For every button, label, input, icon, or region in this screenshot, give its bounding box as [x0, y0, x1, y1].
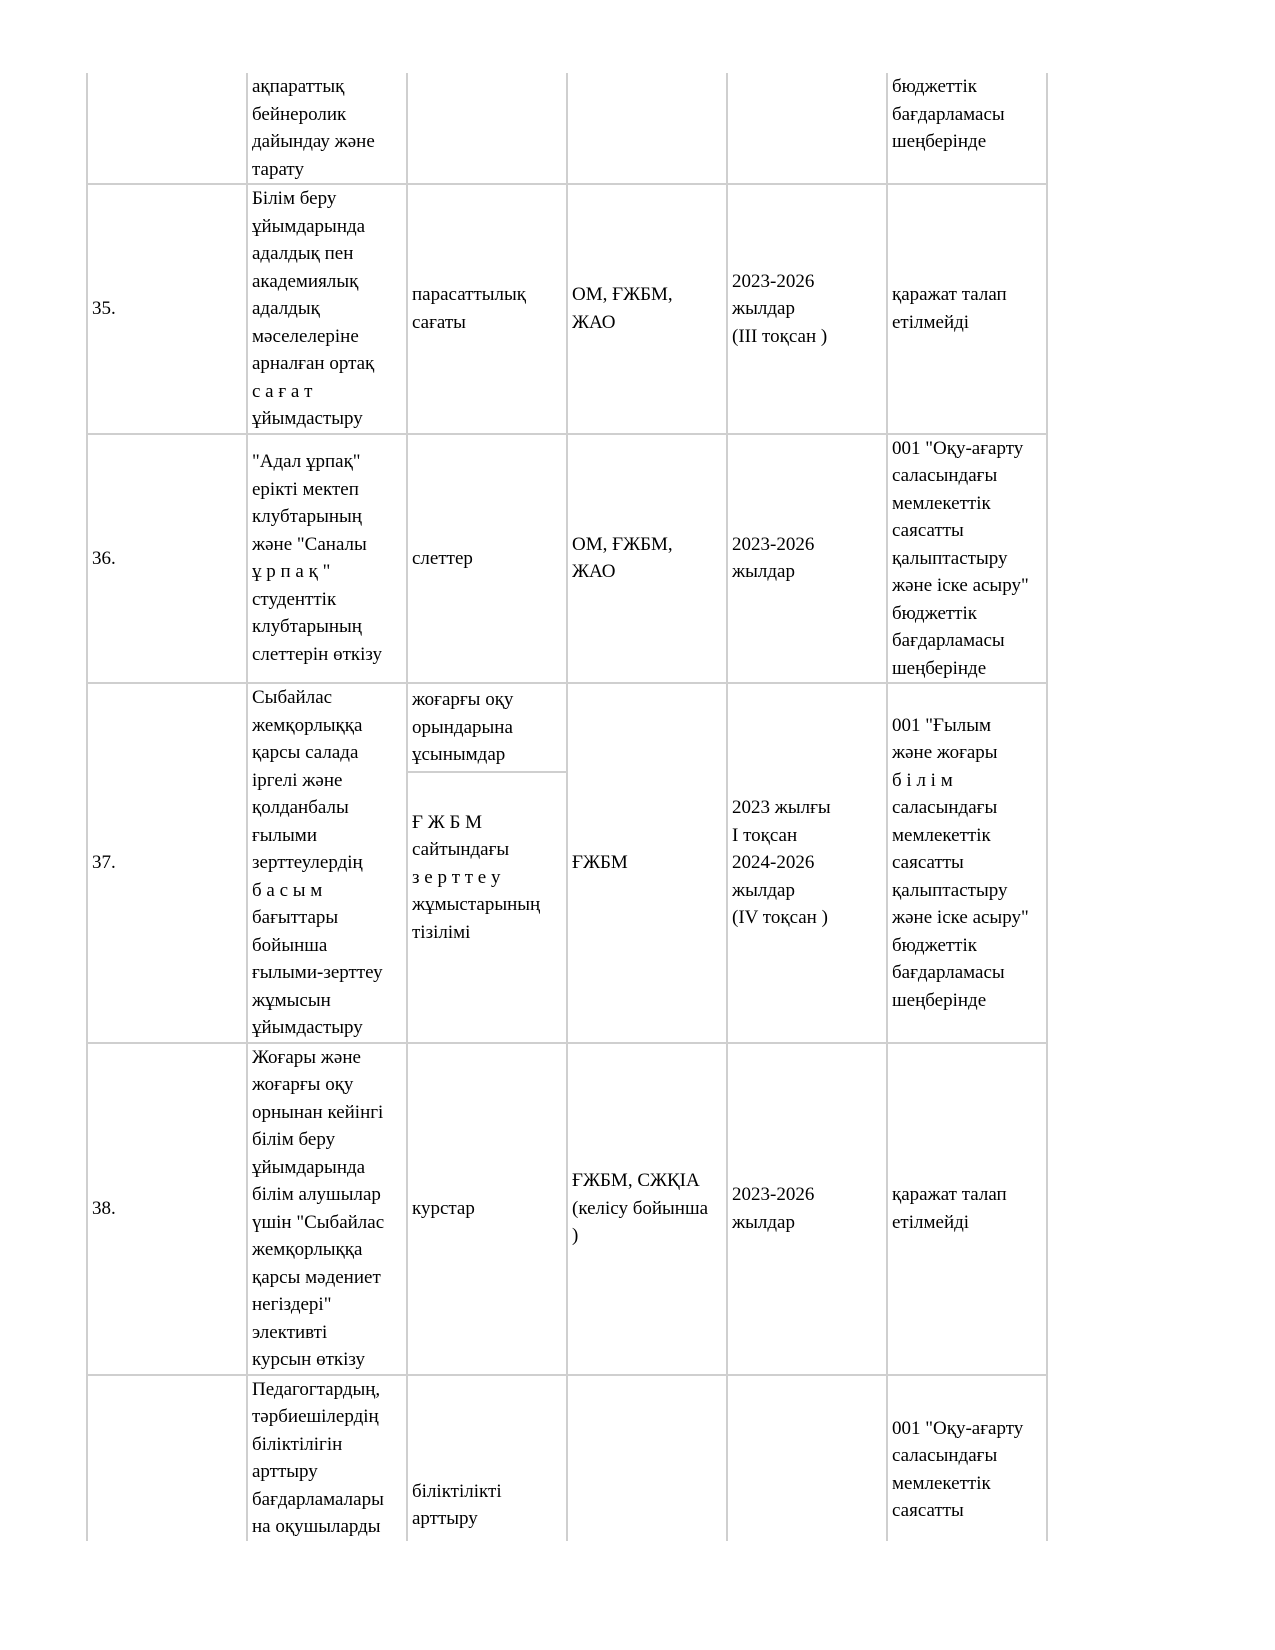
form-cell	[407, 73, 567, 184]
deadline-cell: 2023-2026 жылдар	[727, 434, 887, 684]
event-cell: "Адал ұрпақ" ерікті мектеп клубтарының және "Саналы ұ р п а қ " студенттік клубтарының слеттерін өткізу	[247, 434, 407, 684]
funding-cell: қаражат талап етілмейді	[887, 1043, 1047, 1375]
responsible-cell: ОМ, ҒЖБМ, ЖАО	[567, 434, 727, 684]
table-row	[87, 73, 1047, 184]
deadline-cell	[727, 1375, 887, 1541]
funding-cell: 001 "Оқу-ағарту саласындағы мемлекеттік саясатты қалыптастыру және іске асыру" бюджеттік бағдарламасы шеңберінде	[887, 434, 1047, 684]
event-cell: Педагогтардың, тәрбиешілердің біліктілігін арттыру бағдарламалары на оқушыларды	[247, 1375, 407, 1541]
form-cell: Ғ Ж Б М сайтындағы з е р т т е у жұмыстарының тізілімі	[407, 772, 567, 1042]
event-cell: Жоғары және жоғарғы оқу орнынан кейінгі білім беру ұйымдарында білім алушылар үшін "Сыбайлас жемқорлыққа қарсы мәдениет негіздері" элективті курсын өткізу	[247, 1043, 407, 1375]
deadline-cell	[727, 73, 887, 184]
row-number-cell: 37.	[87, 683, 247, 1043]
table-row	[87, 1375, 1047, 1541]
event-cell: Білім беру ұйымдарында адалдық пен академиялық адалдық мәселелеріне арналған ортақ с а ғ а т ұйымдастыру	[247, 184, 407, 434]
responsible-cell: ҒЖБМ	[567, 683, 727, 1043]
table-row	[87, 434, 1047, 684]
funding-cell: 001 "Оқу-ағарту саласындағы мемлекеттік саясатты	[887, 1375, 1047, 1541]
form-cell: курстар	[407, 1043, 567, 1375]
responsible-cell	[567, 1375, 727, 1541]
funding-cell: қаражат талап етілмейді	[887, 184, 1047, 434]
funding-cell: бюджеттік бағдарламасы шеңберінде	[887, 73, 1047, 184]
form-cell: слеттер	[407, 434, 567, 684]
row-number-cell: 35.	[87, 184, 247, 434]
deadline-cell: 2023-2026 жылдар	[727, 1043, 887, 1375]
table-row	[87, 683, 1047, 772]
responsible-cell: ОМ, ҒЖБМ, ЖАО	[567, 184, 727, 434]
row-number-cell	[87, 73, 247, 184]
form-cell: жоғарғы оқу орындарына ұсынымдар	[407, 683, 567, 772]
measures-table	[86, 73, 1048, 1541]
responsible-cell: ҒЖБМ, СЖҚІА (келісу бойынша )	[567, 1043, 727, 1375]
event-cell: ақпараттық бейнеролик дайындау және тарату	[247, 73, 407, 184]
form-cell: біліктілікті арттыру	[407, 1375, 567, 1541]
event-cell: Сыбайлас жемқорлыққа қарсы салада іргелі және қолданбалы ғылыми зерттеулердің б а с ы м бағыттары бойынша ғылыми-зерттеу жұмысын ұйымдастыру	[247, 683, 407, 1043]
row-number-cell: 38.	[87, 1043, 247, 1375]
row-number-cell: 36.	[87, 434, 247, 684]
table-row	[87, 1043, 1047, 1375]
form-cell: парасаттылық сағаты	[407, 184, 567, 434]
deadline-cell: 2023-2026 жылдар (ІІІ тоқсан )	[727, 184, 887, 434]
responsible-cell	[567, 73, 727, 184]
deadline-cell: 2023 жылғы I тоқсан 2024-2026 жылдар (IV тоқсан )	[727, 683, 887, 1043]
table-row	[87, 184, 1047, 434]
row-number-cell	[87, 1375, 247, 1541]
funding-cell: 001 "Ғылым және жоғары б і л і м саласындағы мемлекеттік саясатты қалыптастыру және іске асыру" бюджеттік бағдарламасы шеңберінде	[887, 683, 1047, 1043]
